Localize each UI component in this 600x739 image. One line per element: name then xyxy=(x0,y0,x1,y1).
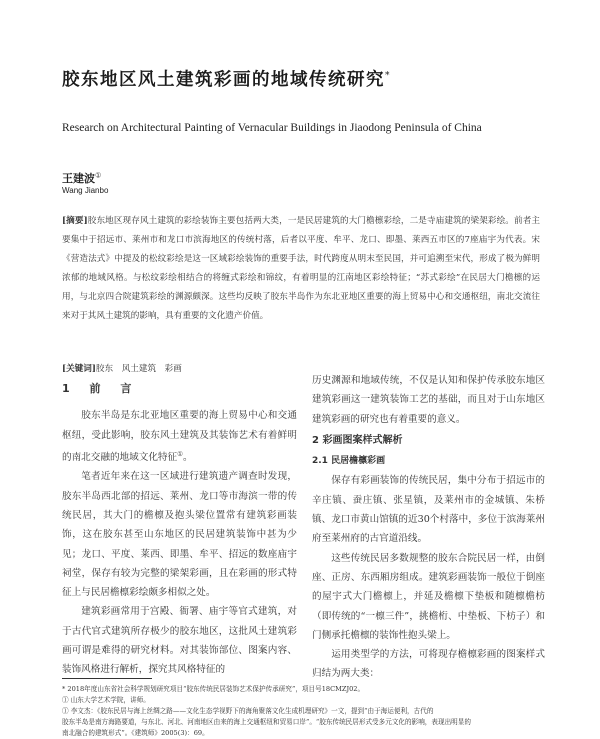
body-paragraph: 这些传统民居多数规整的胶东合院民居一样，由倒座、正房、东西厢房组成。建筑彩画装饰一般位于倒座的屋宇式大门檐檩上，并延及檐檩下垫板和随檩檐枋（即传统的“一檩三件”，挑檐桁、中垫板、下枋子）和门侧承托檐檩的装饰性抱头梁上。 xyxy=(312,552,545,641)
keywords xyxy=(62,362,182,374)
footnote-line: * 2018年度山东省社会科学规划研究项目“胶东传统民居装饰艺术保护传承研究”，项目号18CMZJ02。 xyxy=(62,685,365,693)
footnotes xyxy=(62,684,540,739)
author-name: 王建波① xyxy=(62,171,102,185)
left-column xyxy=(62,379,297,680)
footnote-reference: ① xyxy=(177,449,183,458)
subsection-heading-residential: 2.1 民居檐檩彩画 xyxy=(312,456,386,467)
right-column xyxy=(312,371,545,684)
body-paragraph: 笔者近年来在这一区域进行建筑遗产调查时发现，胶东半岛西北部的招远、莱州、龙口等市海滨一带的传统民居，其大门的檐檩及抱头梁位置常有建筑彩画装饰，这在胶东甚至山东地区的民居建筑装饰中甚为少见；龙口、平度、莱西、即墨、牟平、招远的数座庙宇祠堂，保存有较为完整的梁架彩画，且在彩画的形式特征上与民居檐檩彩绘颇多相似之处。 xyxy=(62,471,297,599)
footnote-line: 胶东半岛是南方海路要道，与东北、河北、河南地区由来的海上交通枢纽和贸易口岸”。“胶东传统民居形式受多元文化的影响，表现出明显的 xyxy=(62,718,471,726)
keywords-label: [关键词] xyxy=(62,364,96,374)
author-name-english: Wang Jianbo xyxy=(62,186,109,195)
section-heading-pattern-analysis: 2 彩画图案样式解析 xyxy=(312,434,403,446)
title-footnote-mark: * xyxy=(385,71,391,82)
body-paragraph: 胶东半岛是东北亚地区重要的海上贸易中心和交通枢纽，受此影响，胶东风土建筑及其装饰艺术有着鲜明的南北交融的地域文化特征①。 xyxy=(62,410,297,464)
footnote-divider xyxy=(62,678,152,679)
footnote-line: ① 李文杰：《胶东民居与海上丝绸之路——文化生态学视野下的海角聚落文化生成机理研究》一文，提到“由于海运便利，古代的 xyxy=(62,707,434,715)
paper-title-english: Research on Architectural Painting of Vernacular Buildings in Jiaodong Peninsula of China xyxy=(62,122,482,134)
paper-title: 胶东地区风土建筑彩画的地域传统研究* xyxy=(62,70,391,90)
footnote-line: ① 山东大学艺术学院，讲师。 xyxy=(62,696,150,704)
body-paragraph: 建筑彩画常用于宫殿、衙署、庙宇等官式建筑，对于古代官式建筑所存极少的胶东地区，这批风土建筑彩画可谓是难得的研究材料。对其装饰部位、图案内容、装饰风格进行解析，探究其风格特征的 xyxy=(62,606,297,676)
author-footnote-mark: ① xyxy=(95,171,102,180)
body-paragraph: 历史渊源和地域传统，不仅是认知和保护传承胶东地区建筑彩画这一建筑装饰工艺的基础，而且对于山东地区建筑彩画的研究也有着重要的意义。 xyxy=(312,375,545,425)
body-paragraph: 保存有彩画装饰的传统民居，集中分布于招远市的辛庄镇、蚕庄镇、张星镇，及莱州市的金城镇、朱桥镇、龙口市黄山馆镇的近30个村落中，多位于滨海莱州府至莱州府的古官道沿线。 xyxy=(312,475,545,545)
body-paragraph: 运用类型学的方法，可将现存檐檩彩画的图案样式归结为两大类： xyxy=(312,649,545,680)
section-heading-intro: 1 前 言 xyxy=(62,382,140,395)
footnote-line: 南北融合的建筑形式”。《建筑师》2005(3)：69。 xyxy=(62,729,209,737)
abstract-label: [摘要] xyxy=(62,216,88,226)
keywords-text: 胶东 风土建筑 彩画 xyxy=(95,364,182,374)
abstract xyxy=(62,212,540,326)
abstract-text: 胶东地区现存风土建筑的彩绘装饰主要包括两大类，一是民居建筑的大门檐檩彩绘，二是寺庙建筑的梁架彩绘。前者主要集中于招远市、莱州市和龙口市滨海地区的传统村落，后者以平度、牟平、龙口、即墨、莱西五市区的7座庙宇为代表。宋《营造法式》中提及的松纹彩绘是这一区域彩绘装饰的重要手法，时代跨度从明末至民国，并可追溯至宋代，形成了极为鲜明浓郁的地域风格。与松纹彩绘相结合的将缠式彩绘和锦纹，有着明显的江南地区彩绘特征；“苏式彩绘”在民居大门檐檩的运用，与北京四合院建筑彩绘的渊源颇深。这些均反映了胶东半岛作为东北亚地区重要的海上贸易中心和交通枢纽，南北交流往来对于其风土建筑的影响，具有重要的文化遗产价值。 xyxy=(62,216,540,321)
